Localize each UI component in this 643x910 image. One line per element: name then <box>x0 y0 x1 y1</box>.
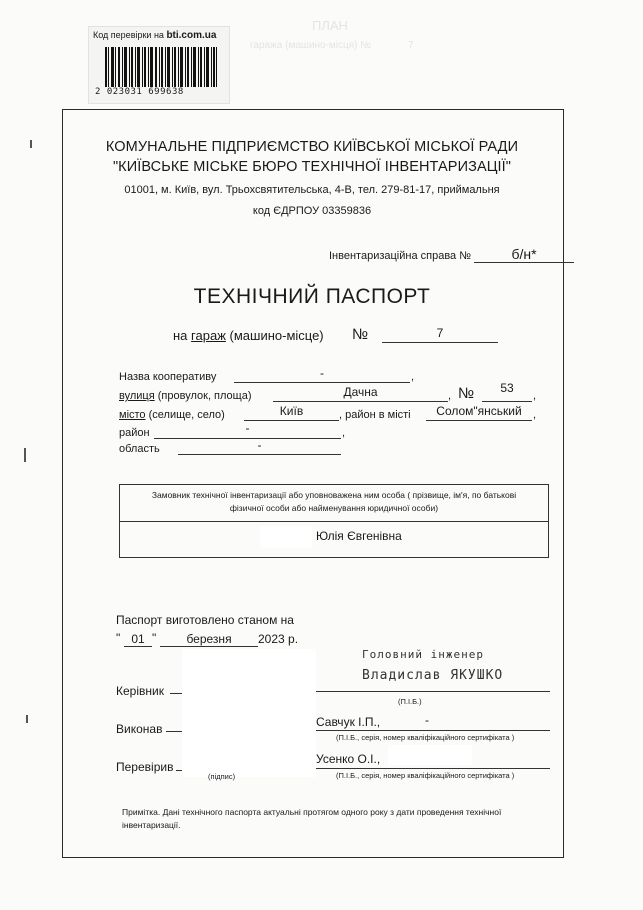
org-name-line1: КОМУНАЛЬНЕ ПІДПРИЄМСТВО КИЇВСЬКОЇ МІСЬКОЇ РАДИ <box>105 139 519 155</box>
street-line <box>273 401 448 402</box>
issued-day-line <box>124 646 152 647</box>
object-number: 7 <box>436 326 444 340</box>
issued-year: 2023 р. <box>258 632 299 646</box>
head-pib-caption: (П.І.Б.) <box>398 697 422 706</box>
street-label-u: вулиця <box>119 390 155 402</box>
redaction-block <box>260 526 312 548</box>
checker-cert-caption: (П.І.Б., серія, номер кваліфікаційного сертифіката ) <box>336 771 515 780</box>
executor-name: Савчук І.П., <box>316 715 381 729</box>
bleed-text: ПЛАН <box>312 18 348 33</box>
checker-label: Перевірив <box>116 760 174 774</box>
checker-name: Усенко О.І., <box>316 752 381 766</box>
object-prefix: на <box>173 328 188 343</box>
street-label <box>119 390 252 402</box>
coop-line <box>234 382 410 383</box>
head-sign-line <box>170 693 182 694</box>
margin-mark <box>26 715 28 723</box>
barcode-sticker <box>88 26 230 104</box>
org-address: 01001, м. Київ, вул. Трьохсвятительська, 4-В, тел. 279-81-17, приймальня <box>124 184 500 196</box>
margin-mark <box>24 448 26 462</box>
city-value: Київ <box>279 404 304 418</box>
customer-header-line2: фізичної особи або найменування юридичної особи) <box>229 503 439 513</box>
note-line1: Примітка. Дані технічного паспорта актуальні протягом одного року з дати проведення технічної <box>122 807 502 817</box>
executor-sign-line <box>166 731 182 732</box>
case-value: б/н* <box>511 246 537 262</box>
customer-divider <box>120 521 548 522</box>
org-name-line2: "КИЇВСЬКЕ МІСЬКЕ БЮРО ТЕХНІЧНОЇ ІНВЕНТАРИЗАЦІЇ" <box>112 159 512 175</box>
district-value: - <box>245 421 250 435</box>
checker-sign-line <box>176 770 182 771</box>
object-number-line <box>382 342 498 343</box>
checker-sign-caption: (підпис) <box>208 772 236 781</box>
region-label: область <box>119 443 160 455</box>
city-label-u: місто <box>119 409 146 421</box>
org-code: код ЄДРПОУ 03359836 <box>252 205 372 217</box>
region-value: - <box>257 438 262 452</box>
issued-month: березня <box>186 632 232 646</box>
object-line <box>173 328 324 343</box>
document-title: ТЕХНІЧНИЙ ПАСПОРТ <box>193 285 431 308</box>
district-city-comma: , <box>533 409 537 421</box>
house-no-label: № <box>458 385 475 402</box>
note-line2: інвентаризації. <box>122 820 181 830</box>
coop-value: - <box>320 366 324 380</box>
customer-header-line1: Замовник технічної інвентаризації або уповноважена ним особа ( прізвище, ім'я, по батькові <box>151 490 517 500</box>
customer-box <box>119 484 549 558</box>
bleed-text: 7 <box>408 40 414 51</box>
case-line <box>474 262 574 263</box>
check-label: Код перевірки на <box>93 30 164 40</box>
district-comma: , <box>342 427 346 439</box>
district-city-line <box>426 420 532 421</box>
stamp-position: Головний інженер <box>362 648 484 661</box>
checker-name-line <box>316 768 550 769</box>
region-line <box>178 454 341 455</box>
house-value: 53 <box>500 381 514 395</box>
district-label: район <box>119 427 150 439</box>
street-value: Дачна <box>343 385 378 399</box>
object-no-label: № <box>352 326 369 343</box>
barcode-number: 2 023031 699638 <box>95 87 184 97</box>
issued-label: Паспорт виготовлено станом на <box>116 613 294 627</box>
district-city-value: Солом"янський <box>436 404 522 418</box>
coop-comma: , <box>411 371 415 383</box>
street-comma: , <box>448 390 452 402</box>
redaction-block <box>182 649 316 777</box>
house-line <box>482 401 532 402</box>
executor-name-line <box>316 730 550 731</box>
issued-day: 01 <box>131 632 145 646</box>
redaction-block <box>388 745 472 765</box>
head-label: Керівник <box>116 684 164 698</box>
executor-dash: - <box>425 713 429 727</box>
executor-cert-caption: (П.І.Б., серія, номер кваліфікаційного сертифіката ) <box>336 733 515 742</box>
house-comma: , <box>533 390 537 402</box>
barcode-icon <box>105 47 217 87</box>
head-name-line <box>316 691 550 692</box>
customer-name: Юлія Євгенівна <box>316 529 402 543</box>
coop-label: Назва кооперативу <box>119 371 217 383</box>
object-paren: (машино-місце) <box>229 328 324 343</box>
issued-quote-close: " <box>152 631 157 645</box>
city-label-rest: (селище, село) <box>148 409 225 421</box>
check-site: bti.com.ua <box>166 30 217 41</box>
object-type: гараж <box>191 328 226 343</box>
issued-month-line <box>160 646 258 647</box>
bleed-text: гаража (машино-місця) № <box>250 40 372 51</box>
street-label-rest: (провулок, площа) <box>157 390 252 402</box>
margin-mark <box>30 140 32 148</box>
district-city-label: , район в місті <box>339 409 411 421</box>
city-label <box>119 409 225 421</box>
check-code-label <box>93 30 216 41</box>
issued-quote-open: " <box>116 631 121 645</box>
executor-label: Виконав <box>116 722 163 736</box>
stamp-name: Владислав ЯКУШКО <box>362 668 504 683</box>
case-label: Інвентаризаційна справа № <box>329 250 472 262</box>
